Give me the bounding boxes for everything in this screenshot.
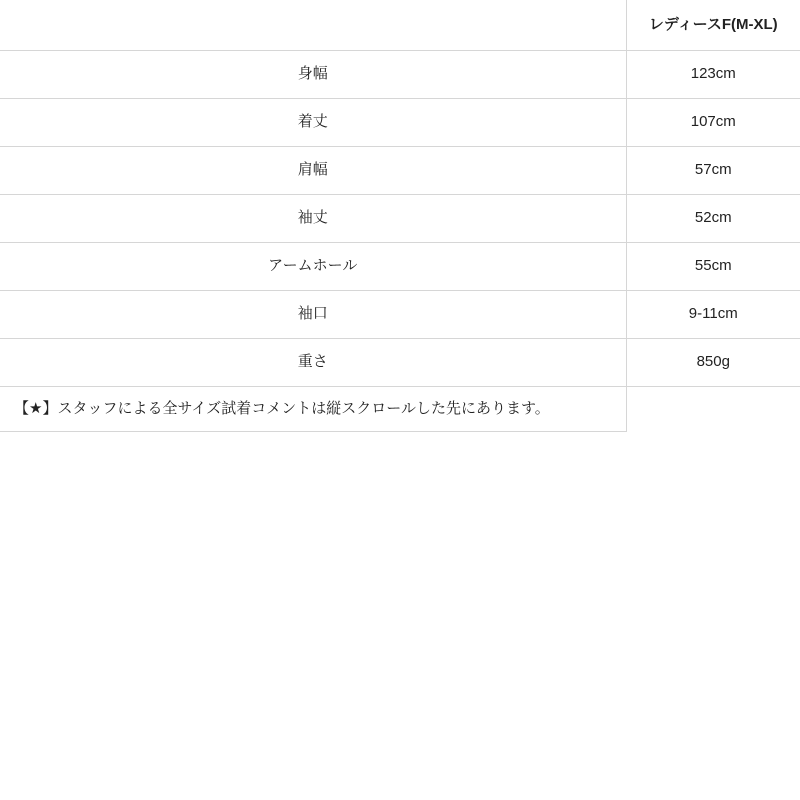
measurement-value: 52cm: [626, 194, 800, 242]
measurement-value: 9-11cm: [626, 290, 800, 338]
measurement-value: 57cm: [626, 146, 800, 194]
measurement-label: 重さ: [0, 338, 626, 386]
table-row: [0, 146, 800, 194]
header-size-cell: レディースF(M-XL): [626, 0, 800, 50]
measurement-value: 123cm: [626, 50, 800, 98]
table-header-row: [0, 0, 800, 50]
measurement-value: 55cm: [626, 242, 800, 290]
measurement-label: アームホール: [0, 242, 626, 290]
measurement-value: 107cm: [626, 98, 800, 146]
table-row: [0, 290, 800, 338]
table-row: [0, 338, 800, 386]
measurement-label: 着丈: [0, 98, 626, 146]
table-row: [0, 194, 800, 242]
table-row: [0, 98, 800, 146]
measurement-value: 850g: [626, 338, 800, 386]
measurement-label: 袖口: [0, 290, 626, 338]
note-empty-cell: [626, 386, 800, 431]
measurement-label: 肩幅: [0, 146, 626, 194]
table-row: [0, 50, 800, 98]
staff-comment-note: 【★】スタッフによる全サイズ試着コメントは縦スクロールした先にあります。: [0, 386, 626, 431]
measurement-label: 身幅: [0, 50, 626, 98]
table-row: [0, 242, 800, 290]
measurement-label: 袖丈: [0, 194, 626, 242]
header-label-cell: [0, 0, 626, 50]
table-note-row: [0, 386, 800, 431]
